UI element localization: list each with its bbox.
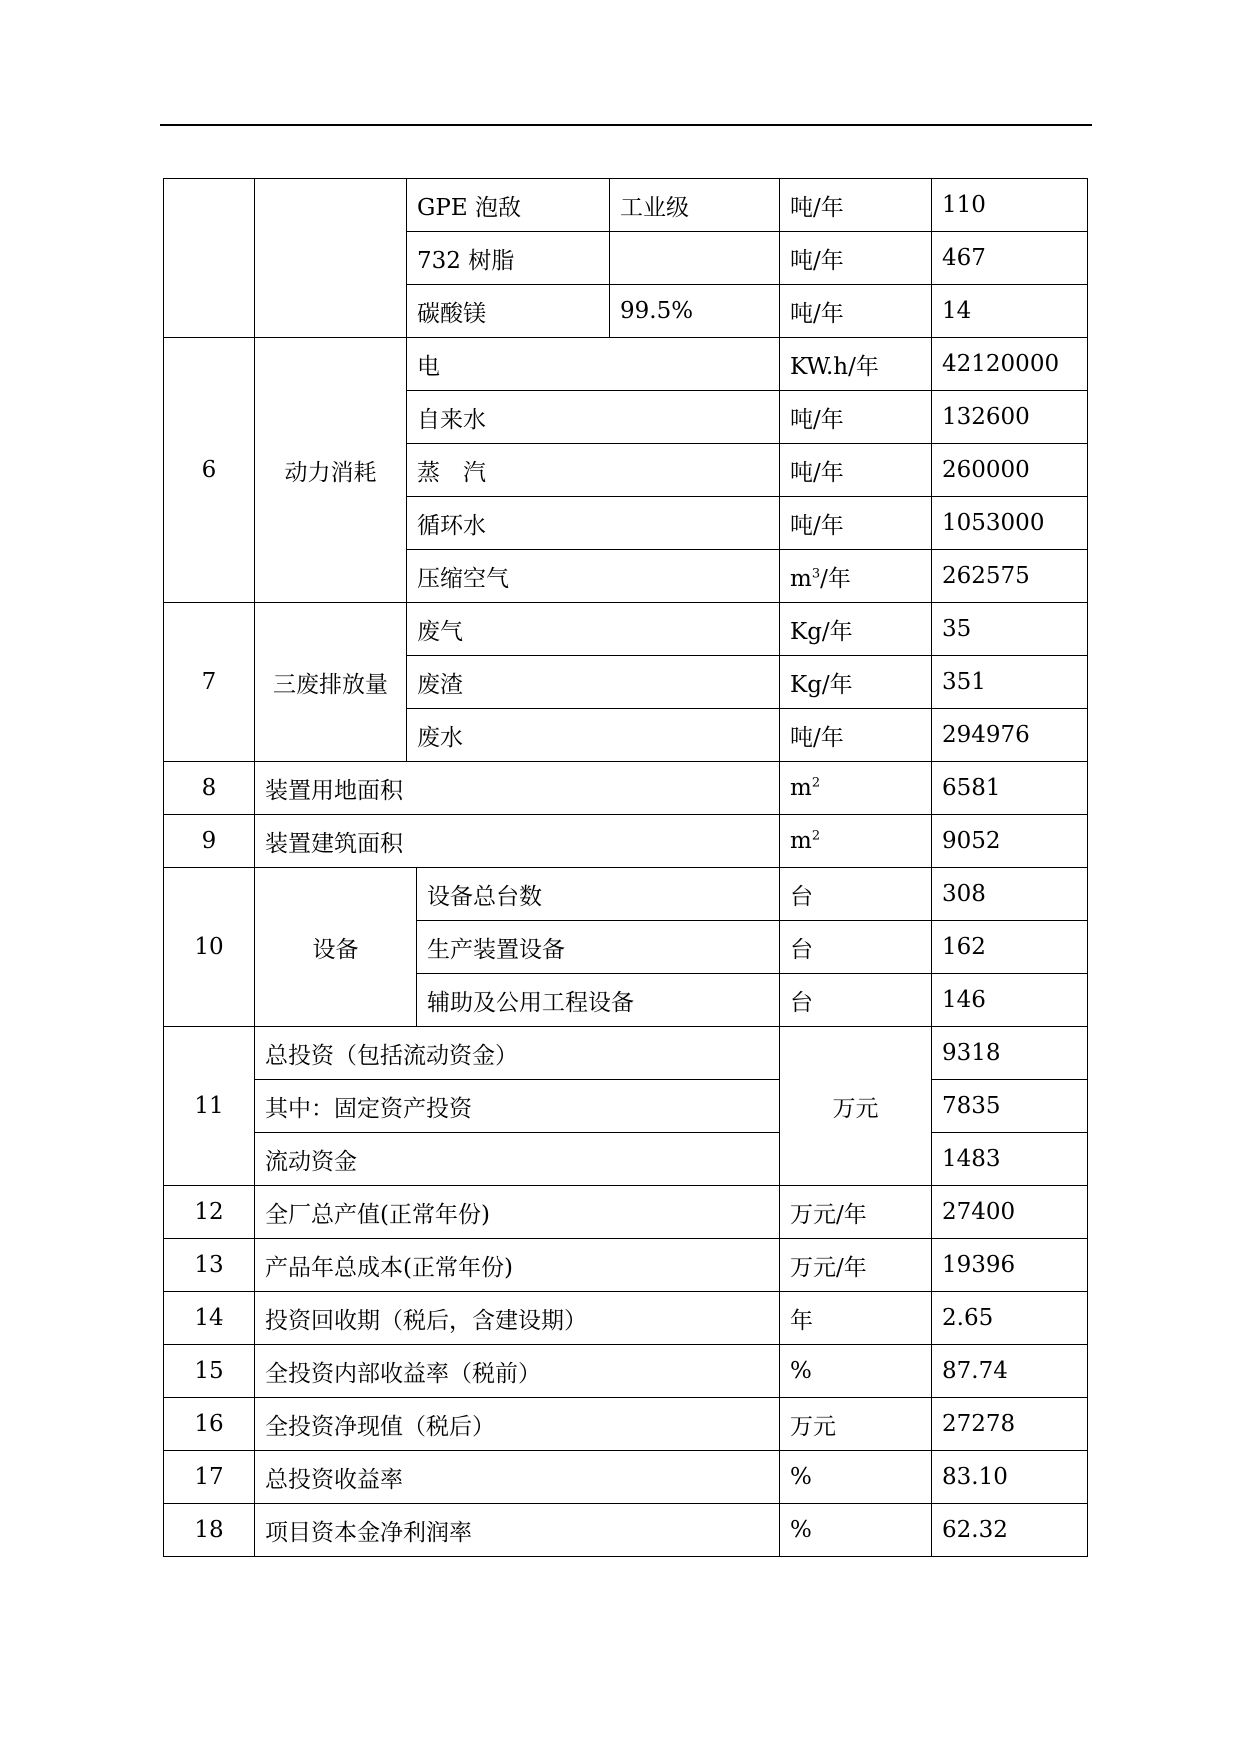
- item-unit: 台: [780, 974, 932, 1027]
- row-number: 6: [164, 338, 255, 603]
- item-value: 87.74: [932, 1345, 1088, 1398]
- row-number: 12: [164, 1186, 255, 1239]
- row-number: 14: [164, 1292, 255, 1345]
- item-name: 全投资内部收益率（税前）: [255, 1345, 780, 1398]
- item-name: 设备总台数: [417, 868, 780, 921]
- item-name: 流动资金: [255, 1133, 780, 1186]
- item-name: 总投资收益率: [255, 1451, 780, 1504]
- item-spec: 工业级: [610, 179, 780, 232]
- row-number: 10: [164, 868, 255, 1027]
- item-unit: 万元/年: [780, 1186, 932, 1239]
- item-unit: 吨/年: [780, 285, 932, 338]
- spec-table: [163, 178, 1088, 1557]
- item-name: 装置用地面积: [255, 762, 780, 815]
- item-value: 132600: [932, 391, 1088, 444]
- unit-base: m: [790, 565, 812, 592]
- table-row: [164, 1133, 1088, 1186]
- category-label: 三废排放量: [255, 603, 407, 762]
- item-name: 辅助及公用工程设备: [417, 974, 780, 1027]
- item-value: 351: [932, 656, 1088, 709]
- item-spec: [610, 232, 780, 285]
- category-cell: [255, 179, 407, 338]
- table-row: [164, 815, 1088, 868]
- item-spec: 99.5%: [610, 285, 780, 338]
- item-name: 碳酸镁: [407, 285, 610, 338]
- item-value: 35: [932, 603, 1088, 656]
- item-unit: 台: [780, 921, 932, 974]
- item-unit: 吨/年: [780, 709, 932, 762]
- item-unit: 台: [780, 868, 932, 921]
- table-row: [164, 1451, 1088, 1504]
- table-row: [164, 338, 1088, 391]
- table-row: [164, 1239, 1088, 1292]
- unit-superscript: 2: [811, 775, 821, 791]
- item-unit: %: [780, 1345, 932, 1398]
- row-number: 8: [164, 762, 255, 815]
- item-name: 732 树脂: [407, 232, 610, 285]
- item-unit: Kg/年: [780, 656, 932, 709]
- item-name: 废水: [407, 709, 780, 762]
- item-name: 循环水: [407, 497, 780, 550]
- item-unit: [780, 550, 932, 603]
- item-value: 262575: [932, 550, 1088, 603]
- row-number: 13: [164, 1239, 255, 1292]
- unit-base: m: [790, 828, 812, 854]
- item-value: 14: [932, 285, 1088, 338]
- row-number: 16: [164, 1398, 255, 1451]
- item-value: 1483: [932, 1133, 1088, 1186]
- item-value: 2.65: [932, 1292, 1088, 1345]
- item-value: 83.10: [932, 1451, 1088, 1504]
- item-value: 146: [932, 974, 1088, 1027]
- item-name: 项目资本金净利润率: [255, 1504, 780, 1557]
- item-value: 9318: [932, 1027, 1088, 1080]
- item-unit: 万元: [780, 1398, 932, 1451]
- item-unit: 年: [780, 1292, 932, 1345]
- item-name: 装置建筑面积: [255, 815, 780, 868]
- item-unit: KW.h/年: [780, 338, 932, 391]
- row-number: 15: [164, 1345, 255, 1398]
- item-value: 62.32: [932, 1504, 1088, 1557]
- item-unit: [780, 762, 932, 815]
- item-unit: 吨/年: [780, 232, 932, 285]
- row-number: 7: [164, 603, 255, 762]
- item-value: 308: [932, 868, 1088, 921]
- item-value: 42120000: [932, 338, 1088, 391]
- table-row: [164, 1504, 1088, 1557]
- table-row: [164, 179, 1088, 232]
- item-unit: 吨/年: [780, 444, 932, 497]
- item-unit: %: [780, 1451, 932, 1504]
- item-name: 废渣: [407, 656, 780, 709]
- row-number: 9: [164, 815, 255, 868]
- item-value: 9052: [932, 815, 1088, 868]
- item-unit: Kg/年: [780, 603, 932, 656]
- item-name: 其中：固定资产投资: [255, 1080, 780, 1133]
- item-name: 全投资净现值（税后）: [255, 1398, 780, 1451]
- table-row: [164, 1080, 1088, 1133]
- table-row: [164, 603, 1088, 656]
- header-rule: [160, 124, 1092, 126]
- row-number: 18: [164, 1504, 255, 1557]
- unit-superscript: 3: [811, 565, 821, 581]
- item-name: 蒸 汽: [407, 444, 780, 497]
- item-unit: %: [780, 1504, 932, 1557]
- item-value: 1053000: [932, 497, 1088, 550]
- table-row: [164, 868, 1088, 921]
- item-unit: 吨/年: [780, 497, 932, 550]
- category-label: 动力消耗: [255, 338, 407, 603]
- row-number: 17: [164, 1451, 255, 1504]
- item-name: 产品年总成本(正常年份): [255, 1239, 780, 1292]
- item-unit: 吨/年: [780, 179, 932, 232]
- row-number: 11: [164, 1027, 255, 1186]
- item-value: 7835: [932, 1080, 1088, 1133]
- item-name: 废气: [407, 603, 780, 656]
- item-name: 全厂总产值(正常年份): [255, 1186, 780, 1239]
- item-name: 压缩空气: [407, 550, 780, 603]
- table-row: [164, 1292, 1088, 1345]
- unit-base: m: [790, 775, 812, 801]
- unit-superscript: 2: [811, 828, 821, 844]
- table-row: [164, 762, 1088, 815]
- item-name: 生产装置设备: [417, 921, 780, 974]
- item-unit: 万元/年: [780, 1239, 932, 1292]
- item-value: 467: [932, 232, 1088, 285]
- unit-tail: /年: [820, 565, 851, 592]
- table-row: [164, 1027, 1088, 1080]
- item-value: 27400: [932, 1186, 1088, 1239]
- item-value: 260000: [932, 444, 1088, 497]
- table-row: [164, 1186, 1088, 1239]
- item-name: 投资回收期（税后，含建设期）: [255, 1292, 780, 1345]
- item-value: 27278: [932, 1398, 1088, 1451]
- category-label: 设备: [255, 868, 417, 1027]
- item-value: 110: [932, 179, 1088, 232]
- item-value: 6581: [932, 762, 1088, 815]
- item-unit: 万元: [780, 1027, 932, 1186]
- item-unit: [780, 815, 932, 868]
- item-value: 19396: [932, 1239, 1088, 1292]
- item-value: 294976: [932, 709, 1088, 762]
- table-row: [164, 1345, 1088, 1398]
- item-name: 电: [407, 338, 780, 391]
- item-name: 总投资（包括流动资金）: [255, 1027, 780, 1080]
- table-row: [164, 1398, 1088, 1451]
- item-value: 162: [932, 921, 1088, 974]
- item-name: GPE 泡敌: [407, 179, 610, 232]
- row-number-cell: [164, 179, 255, 338]
- item-name: 自来水: [407, 391, 780, 444]
- item-unit: 吨/年: [780, 391, 932, 444]
